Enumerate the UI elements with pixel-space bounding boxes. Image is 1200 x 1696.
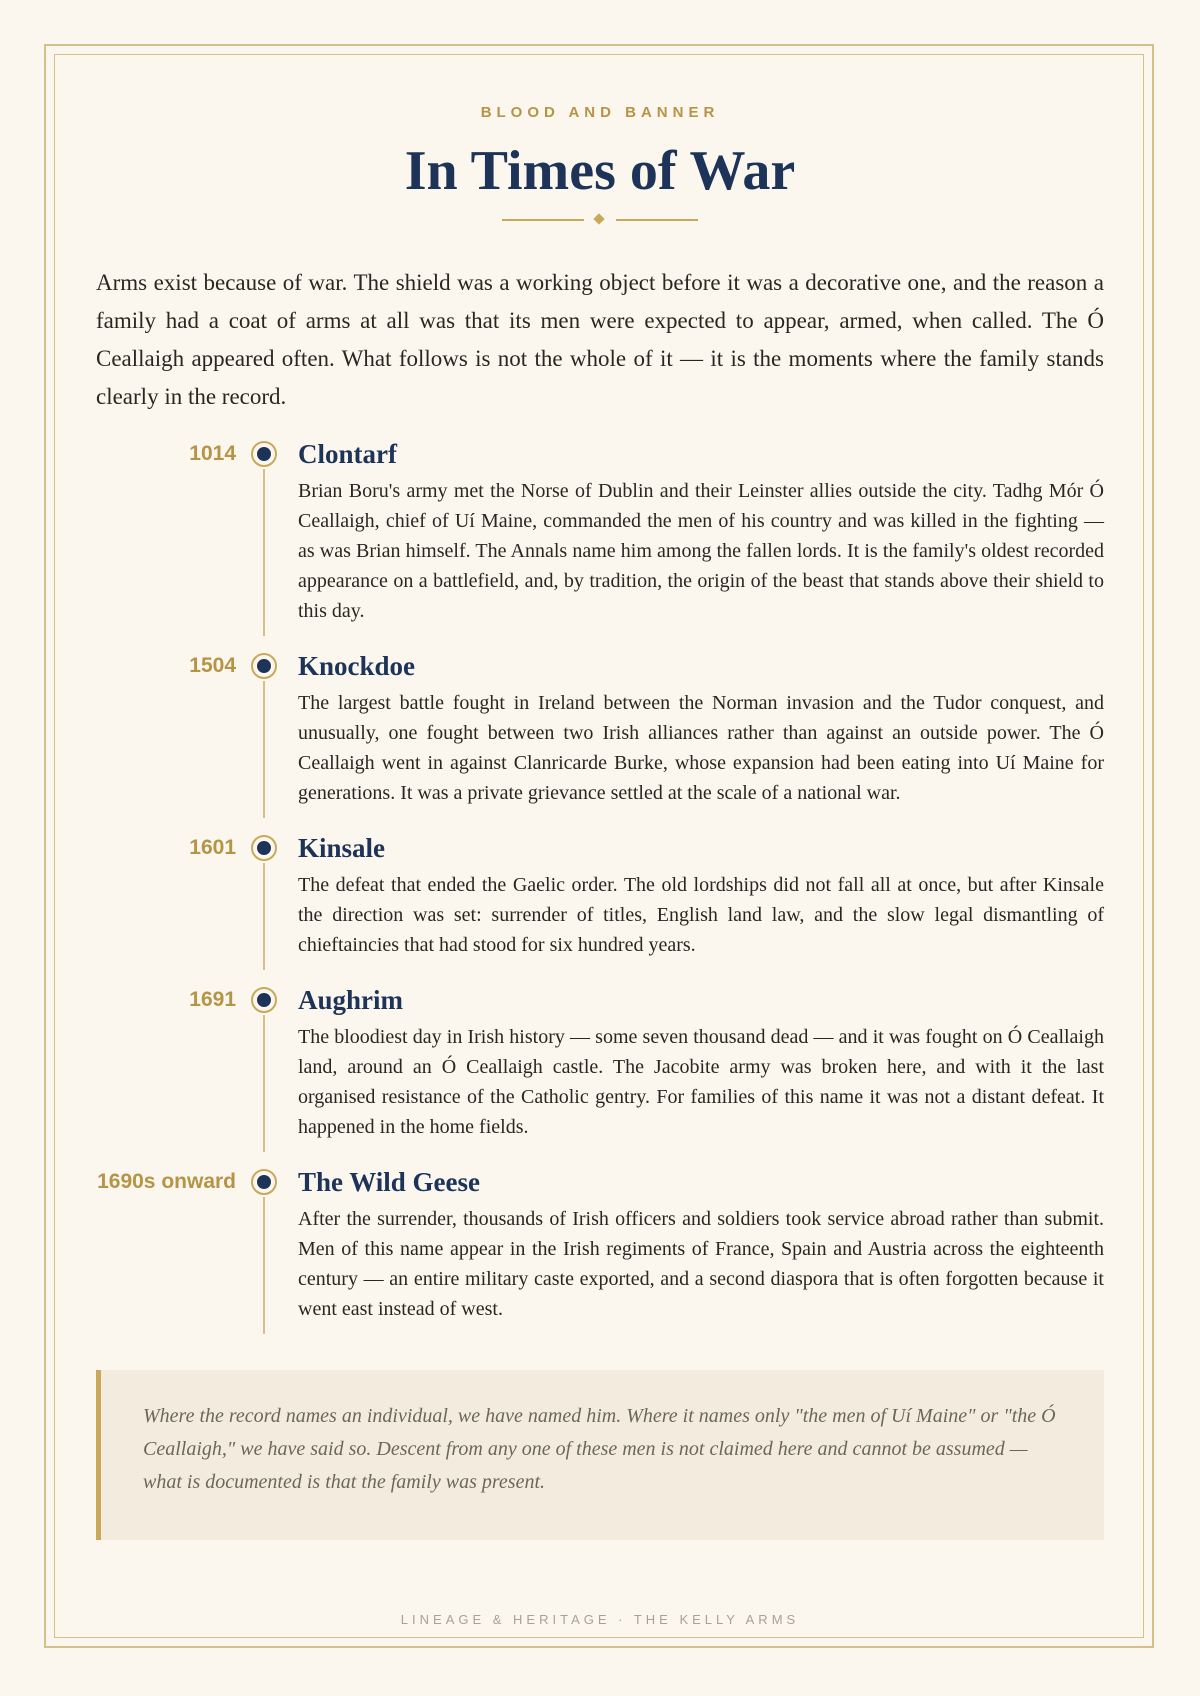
timeline-year: 1691 (189, 988, 236, 1011)
intro-paragraph: Arms exist because of war. The shield was a working object before it was a decorative one, and the reason a family had a coat of arms at all was that its men were expected to appear, armed, when called. The Ó Ceallaigh appeared often. What follows is not the whole of it — it is the moments where the family stands clearly in the record. (96, 270, 1104, 409)
timeline-body: The bloodiest day in Irish history — some seven thousand dead — and it was fought on Ó Ceallaigh land, around an Ó Ceallaigh castle. The Jacobite army was broken here, and with it the last organised resistance of the Catholic gentry. For families of this name it was not a distant defeat. It happened in the home fields. (298, 1026, 1104, 1138)
timeline-dot-icon (251, 1169, 277, 1195)
timeline-year: 1014 (189, 442, 236, 465)
timeline-title: Clontarf (298, 439, 397, 469)
timeline-title: Knockdoe (298, 651, 416, 681)
timeline-stem (263, 681, 265, 818)
timeline-year: 1690s onward (97, 1170, 236, 1193)
timeline-entry-kinsale (96, 830, 1104, 960)
timeline-entry-aughrim (96, 982, 1104, 1142)
timeline-body: The defeat that ended the Gaelic order. The old lordships did not fall all at once, but after Kinsale the direction was set: surrender of titles, English land law, and the slow legal dismantling of chieftaincies that had stood for six hundred years. (298, 874, 1104, 956)
ornament-line-right (616, 219, 698, 221)
caveat-note (96, 1370, 1104, 1540)
ornament-diamond-icon (593, 213, 604, 224)
timeline-body: The largest battle fought in Ireland between the Norman invasion and the Tudor conquest, and unusually, one fought between two Irish alliances rather than against an outside power. The Ó Ceallaigh went in against Clanricarde Burke, whose expansion had been eating into Uí Maine for generations. It was a private grievance settled at the scale of a national war. (298, 692, 1104, 804)
timeline-entry-knockdoe (96, 648, 1104, 808)
timeline-dot-icon (251, 653, 277, 679)
timeline-entry-wild-geese (96, 1164, 1104, 1324)
timeline-body: After the surrender, thousands of Irish officers and soldiers took service abroad rather than submit. Men of this name appear in the Irish regiments of France, Spain and Austria across the eighteenth century — an entire military caste exported, and a second diaspora that is often forgotten because it went east instead of west. (298, 1208, 1104, 1320)
timeline-dot-icon (251, 835, 277, 861)
title-ornament (502, 212, 698, 228)
timeline-dot-icon (251, 987, 277, 1013)
timeline-dot-icon (251, 441, 277, 467)
page-title: In Times of War (404, 140, 796, 202)
timeline-stem (263, 469, 265, 636)
timeline-stem (263, 1197, 265, 1334)
section-eyebrow: BLOOD AND BANNER (480, 104, 720, 121)
timeline-stem (263, 863, 265, 970)
timeline-stem (263, 1015, 265, 1152)
timeline-year: 1601 (189, 836, 236, 859)
caveat-note-text: Where the record names an individual, we have named him. Where it names only "the men of Uí Maine" or "the Ó Ceallaigh," we have said so. Descent from any one of these men is not claimed here and cannot be assumed — what is documented is that the family was present. (143, 1405, 1056, 1493)
battle-timeline (96, 436, 1104, 1346)
timeline-title: The Wild Geese (298, 1167, 481, 1197)
page-footer: LINEAGE & HERITAGE · THE KELLY ARMS (400, 1612, 800, 1627)
timeline-entry-clontarf (96, 436, 1104, 626)
timeline-year: 1504 (189, 654, 236, 677)
timeline-title: Kinsale (298, 833, 386, 863)
timeline-body: Brian Boru's army met the Norse of Dublin and their Leinster allies outside the city. Tadhg Mór Ó Ceallaigh, chief of Uí Maine, commanded the men of his country and was killed in the fighting — as was Brian himself. The Annals name him among the fallen lords. It is the family's oldest recorded appearance on a battlefield, and, by tradition, the origin of the beast that stands above their shield to this day. (298, 480, 1104, 622)
ornament-line-left (502, 219, 584, 221)
timeline-title: Aughrim (298, 985, 404, 1015)
